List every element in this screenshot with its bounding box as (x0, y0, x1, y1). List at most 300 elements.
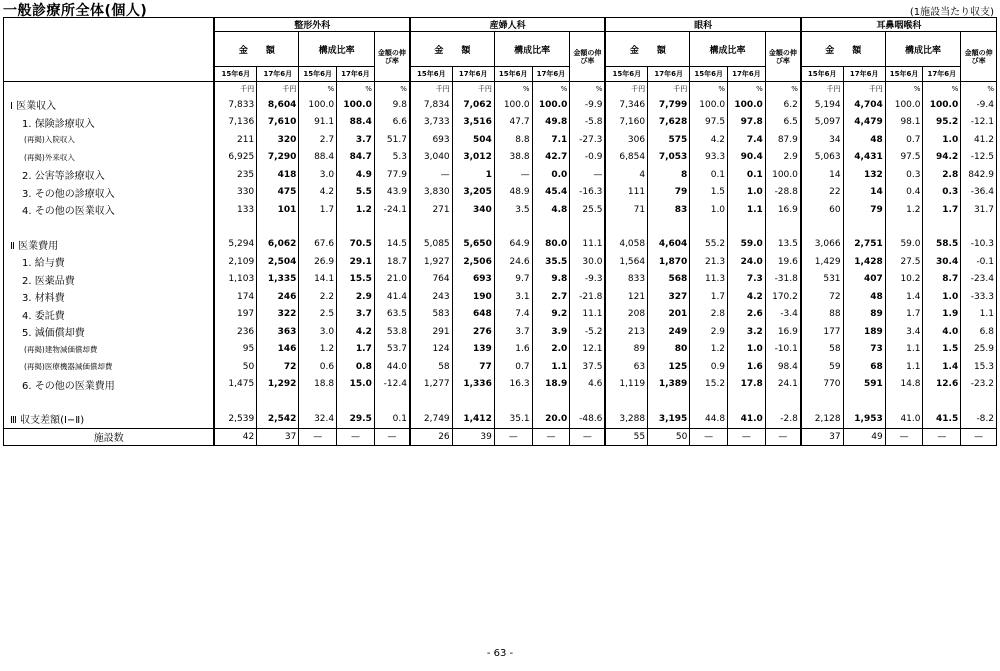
value-cell: 8 (648, 166, 690, 184)
spacer-cell (570, 393, 606, 410)
spacer-cell (337, 219, 375, 236)
value-cell: 1.2 (337, 201, 375, 219)
value-cell: 68 (843, 358, 885, 376)
value-cell: 14.5 (374, 236, 410, 254)
spacer-cell (374, 219, 410, 236)
spacer-cell (374, 393, 410, 410)
facility-count-cell: 37 (257, 428, 299, 445)
value-cell: 58.5 (923, 236, 961, 254)
spacer-cell (728, 393, 766, 410)
value-cell: 1,389 (648, 376, 690, 394)
period-header: 17年6月 (452, 67, 494, 82)
value-cell: 1.0 (923, 131, 961, 149)
value-cell: 49.8 (532, 114, 570, 132)
period-header: 17年6月 (257, 67, 299, 82)
value-cell: 98.4 (765, 358, 801, 376)
value-cell: 3.7 (494, 323, 532, 341)
spacer-cell (885, 393, 923, 410)
value-cell: 1.0 (728, 184, 766, 202)
spacer-cell (885, 219, 923, 236)
value-cell: 100.0 (337, 96, 375, 114)
value-cell: 13.5 (765, 236, 801, 254)
value-cell: 7.4 (728, 131, 766, 149)
value-cell: 25.5 (570, 201, 606, 219)
value-cell: 0.3 (885, 166, 923, 184)
spacer-cell (801, 219, 843, 236)
value-cell: -0.9 (570, 149, 606, 167)
value-cell: 1,927 (410, 253, 452, 271)
value-cell: -9.9 (570, 96, 606, 114)
row-label: 3. その他の診療収入 (4, 184, 215, 202)
value-cell: 19.6 (765, 253, 801, 271)
facility-count-cell: 55 (605, 428, 647, 445)
value-cell: 3,288 (605, 410, 647, 428)
row-label: 2. 公害等診療収入 (4, 166, 215, 184)
value-cell: 100.0 (885, 96, 923, 114)
value-cell: 0.4 (885, 184, 923, 202)
value-cell: 97.8 (728, 114, 766, 132)
unit-cell: % (299, 82, 337, 97)
page-title: 一般診療所全体(個人) (3, 3, 148, 19)
value-cell: 5,194 (801, 96, 843, 114)
value-cell: 322 (257, 306, 299, 324)
value-cell: 1.1 (728, 201, 766, 219)
value-cell: 7,628 (648, 114, 690, 132)
value-cell: 89 (605, 341, 647, 359)
value-cell: -8.2 (961, 410, 997, 428)
value-cell: 3.4 (885, 323, 923, 341)
unit-cell: % (337, 82, 375, 97)
value-cell: 7.3 (728, 271, 766, 289)
value-cell: 249 (648, 323, 690, 341)
value-cell: 1,412 (452, 410, 494, 428)
corner-cell (4, 18, 215, 82)
value-cell: 3,733 (410, 114, 452, 132)
value-cell: 100.0 (690, 96, 728, 114)
value-cell: 504 (452, 131, 494, 149)
value-cell: 4.6 (570, 376, 606, 394)
facility-count-cell: 37 (801, 428, 843, 445)
value-cell: 306 (605, 131, 647, 149)
value-cell: 6.8 (961, 323, 997, 341)
value-cell: 29.1 (337, 253, 375, 271)
row-label: (再掲)外来収入 (4, 149, 215, 167)
spacer-cell (605, 393, 647, 410)
value-cell: 6,925 (214, 149, 256, 167)
spacer-cell (570, 219, 606, 236)
unit-cell: 千円 (605, 82, 647, 97)
value-cell: -12.5 (961, 149, 997, 167)
value-cell: 189 (843, 323, 885, 341)
value-cell: 12.1 (570, 341, 606, 359)
value-cell: — (410, 166, 452, 184)
value-cell: 2,128 (801, 410, 843, 428)
row-label: (再掲)建物減価償却費 (4, 341, 215, 359)
value-cell: 91.1 (299, 114, 337, 132)
value-cell: 34 (801, 131, 843, 149)
spacer-cell (961, 219, 997, 236)
value-cell: -5.2 (570, 323, 606, 341)
value-cell: 98.1 (885, 114, 923, 132)
value-cell: 170.2 (765, 288, 801, 306)
spacer-cell (452, 393, 494, 410)
value-cell: — (570, 166, 606, 184)
value-cell: 764 (410, 271, 452, 289)
value-cell: 7,160 (605, 114, 647, 132)
department-header: 産婦人科 (410, 18, 605, 32)
spacer-cell (765, 219, 801, 236)
value-cell: 2,109 (214, 253, 256, 271)
period-header: 15年6月 (885, 67, 923, 82)
value-cell: 3.9 (532, 323, 570, 341)
value-cell: 4,604 (648, 236, 690, 254)
period-header: 17年6月 (728, 67, 766, 82)
value-cell: 1.5 (923, 341, 961, 359)
value-cell: 1,870 (648, 253, 690, 271)
value-cell: 2.9 (337, 288, 375, 306)
value-cell: 88.4 (337, 114, 375, 132)
value-cell: 340 (452, 201, 494, 219)
value-cell: -12.1 (961, 114, 997, 132)
value-cell: 95 (214, 341, 256, 359)
value-cell: 11.1 (570, 306, 606, 324)
facility-count-cell: — (923, 428, 961, 445)
spacer-cell (690, 393, 728, 410)
department-header: 耳鼻咽喉科 (801, 18, 997, 32)
value-cell: 95.2 (923, 114, 961, 132)
value-cell: 271 (410, 201, 452, 219)
value-cell: 3,830 (410, 184, 452, 202)
value-cell: 26.9 (299, 253, 337, 271)
value-cell: 7,799 (648, 96, 690, 114)
value-cell: 29.5 (337, 410, 375, 428)
table-row (4, 341, 997, 359)
row-label: 2. 医薬品費 (4, 271, 215, 289)
value-cell: 2,542 (257, 410, 299, 428)
value-cell: 2,506 (452, 253, 494, 271)
value-cell: 8.7 (923, 271, 961, 289)
value-cell: 14 (843, 184, 885, 202)
spacer-cell (4, 393, 215, 410)
unit-cell: % (961, 82, 997, 97)
value-cell: 44.0 (374, 358, 410, 376)
unit-cell: 千円 (410, 82, 452, 97)
spacer-cell (961, 393, 997, 410)
facility-count-cell: 39 (452, 428, 494, 445)
growth-header: 金額の伸び率 (765, 32, 801, 82)
value-cell: 2.9 (765, 149, 801, 167)
value-cell: -31.8 (765, 271, 801, 289)
table-row (4, 114, 997, 132)
value-cell: 63.5 (374, 306, 410, 324)
value-cell: 1.1 (961, 306, 997, 324)
value-cell: 4.2 (728, 288, 766, 306)
spacer-cell (843, 393, 885, 410)
value-cell: 0.8 (337, 358, 375, 376)
value-cell: 88 (801, 306, 843, 324)
value-cell: 174 (214, 288, 256, 306)
value-cell: -10.3 (961, 236, 997, 254)
value-cell: 0.9 (690, 358, 728, 376)
table-row (4, 236, 997, 254)
value-cell: 133 (214, 201, 256, 219)
unit-cell: % (765, 82, 801, 97)
value-cell: 1.7 (885, 306, 923, 324)
value-cell: 1,428 (843, 253, 885, 271)
spacer-cell (494, 393, 532, 410)
value-cell: -48.6 (570, 410, 606, 428)
value-cell: 1,119 (605, 376, 647, 394)
value-cell: 3.1 (494, 288, 532, 306)
value-cell: 11.3 (690, 271, 728, 289)
value-cell: 87.9 (765, 131, 801, 149)
value-cell: 35.5 (532, 253, 570, 271)
value-cell: 276 (452, 323, 494, 341)
period-header: 15年6月 (690, 67, 728, 82)
value-cell: 72 (801, 288, 843, 306)
table-row (4, 288, 997, 306)
spacer-cell (923, 219, 961, 236)
table-row (4, 410, 997, 428)
value-cell: 80.0 (532, 236, 570, 254)
value-cell: 2.0 (532, 341, 570, 359)
facility-count-cell: 49 (843, 428, 885, 445)
value-cell: 15.2 (690, 376, 728, 394)
value-cell: 18.7 (374, 253, 410, 271)
value-cell: 89 (843, 306, 885, 324)
value-cell: 59 (801, 358, 843, 376)
value-cell: 1.2 (690, 341, 728, 359)
value-cell: 0.0 (532, 166, 570, 184)
value-cell: 320 (257, 131, 299, 149)
value-cell: 235 (214, 166, 256, 184)
value-cell: 1.1 (885, 358, 923, 376)
row-label: (再掲)入院収入 (4, 131, 215, 149)
value-cell: 1.0 (923, 288, 961, 306)
value-cell: 2,504 (257, 253, 299, 271)
value-cell: -9.4 (961, 96, 997, 114)
value-cell: 48 (843, 288, 885, 306)
unit-cell: 千円 (452, 82, 494, 97)
period-header: 17年6月 (923, 67, 961, 82)
value-cell: -9.3 (570, 271, 606, 289)
value-cell: 1.2 (885, 201, 923, 219)
period-header: 17年6月 (648, 67, 690, 82)
value-cell: 73 (843, 341, 885, 359)
facility-count-cell: — (494, 428, 532, 445)
row-label: Ⅲ 収支差額(Ⅰ−Ⅱ) (4, 410, 215, 428)
value-cell: 72 (257, 358, 299, 376)
row-label: 4. その他の医業収入 (4, 201, 215, 219)
value-cell: 100.0 (494, 96, 532, 114)
spacer-cell (532, 393, 570, 410)
table-row (4, 131, 997, 149)
value-cell: 97.5 (690, 114, 728, 132)
value-cell: 7,053 (648, 149, 690, 167)
value-cell: 5.5 (337, 184, 375, 202)
facility-count-cell: 42 (214, 428, 256, 445)
value-cell: 3,066 (801, 236, 843, 254)
value-cell: 53.8 (374, 323, 410, 341)
row-label: 1. 保険診療収入 (4, 114, 215, 132)
value-cell: 100.0 (532, 96, 570, 114)
value-cell: 14 (801, 166, 843, 184)
value-cell: 24.1 (765, 376, 801, 394)
value-cell: 5,097 (801, 114, 843, 132)
value-cell: 14.8 (885, 376, 923, 394)
facility-count-cell: — (885, 428, 923, 445)
value-cell: 1.9 (923, 306, 961, 324)
spacer-cell (648, 393, 690, 410)
spacer-cell (452, 219, 494, 236)
growth-header: 金額の伸び率 (570, 32, 606, 82)
value-cell: 4,058 (605, 236, 647, 254)
table-row (4, 306, 997, 324)
value-cell: 1,429 (801, 253, 843, 271)
value-cell: 1.0 (728, 341, 766, 359)
value-cell: 2.6 (728, 306, 766, 324)
value-cell: 121 (605, 288, 647, 306)
income-expense-table (3, 17, 997, 446)
value-cell: 4.9 (337, 166, 375, 184)
value-cell: 4.8 (532, 201, 570, 219)
spacer-cell (337, 393, 375, 410)
label-cell (4, 82, 215, 97)
value-cell: 4.2 (690, 131, 728, 149)
value-cell: 1.7 (337, 341, 375, 359)
value-cell: 3.7 (337, 131, 375, 149)
value-cell: 407 (843, 271, 885, 289)
value-cell: 1.4 (923, 358, 961, 376)
growth-header: 金額の伸び率 (374, 32, 410, 82)
value-cell: 1.4 (885, 288, 923, 306)
table-row (4, 358, 997, 376)
value-cell: — (494, 166, 532, 184)
facility-count-cell: — (961, 428, 997, 445)
spacer-cell (410, 393, 452, 410)
value-cell: 0.1 (690, 166, 728, 184)
value-cell: 7,290 (257, 149, 299, 167)
value-cell: 0.1 (374, 410, 410, 428)
value-cell: 1.1 (532, 358, 570, 376)
unit-cell: % (923, 82, 961, 97)
value-cell: 60 (801, 201, 843, 219)
value-cell: 3,040 (410, 149, 452, 167)
unit-cell: % (885, 82, 923, 97)
value-cell: 63 (605, 358, 647, 376)
value-cell: 4.0 (923, 323, 961, 341)
value-cell: 100.0 (923, 96, 961, 114)
value-cell: 146 (257, 341, 299, 359)
ratio-header: 構成比率 (690, 32, 766, 67)
period-header: 15年6月 (494, 67, 532, 82)
value-cell: 97.5 (885, 149, 923, 167)
value-cell: 38.8 (494, 149, 532, 167)
value-cell: -21.8 (570, 288, 606, 306)
period-header: 15年6月 (214, 67, 256, 82)
value-cell: -2.8 (765, 410, 801, 428)
row-label: 3. 材料費 (4, 288, 215, 306)
value-cell: 0.7 (885, 131, 923, 149)
amount-header: 金 額 (801, 32, 885, 67)
value-cell: 7,610 (257, 114, 299, 132)
value-cell: 6.6 (374, 114, 410, 132)
value-cell: 5.3 (374, 149, 410, 167)
spacer-cell (690, 219, 728, 236)
table-row (4, 149, 997, 167)
row-label: Ⅱ 医業費用 (4, 236, 215, 254)
spacer-cell (801, 393, 843, 410)
value-cell: 3.5 (494, 201, 532, 219)
value-cell: 41.5 (923, 410, 961, 428)
value-cell: 7.1 (532, 131, 570, 149)
period-header: 15年6月 (410, 67, 452, 82)
value-cell: 100.0 (299, 96, 337, 114)
value-cell: -27.3 (570, 131, 606, 149)
value-cell: 475 (257, 184, 299, 202)
facility-count-cell: — (690, 428, 728, 445)
value-cell: 211 (214, 131, 256, 149)
value-cell: 1,292 (257, 376, 299, 394)
value-cell: 3.0 (299, 323, 337, 341)
value-cell: 44.8 (690, 410, 728, 428)
value-cell: 77.9 (374, 166, 410, 184)
value-cell: 4,704 (843, 96, 885, 114)
value-cell: 48.9 (494, 184, 532, 202)
table-row (4, 253, 997, 271)
value-cell: 25.9 (961, 341, 997, 359)
growth-header: 金額の伸び率 (961, 32, 997, 82)
value-cell: 93.3 (690, 149, 728, 167)
value-cell: -28.8 (765, 184, 801, 202)
facility-count-cell: 50 (648, 428, 690, 445)
value-cell: 4,431 (843, 149, 885, 167)
spacer-cell (728, 219, 766, 236)
value-cell: 583 (410, 306, 452, 324)
value-cell: 18.8 (299, 376, 337, 394)
spacer-cell (257, 219, 299, 236)
value-cell: 208 (605, 306, 647, 324)
value-cell: 41.0 (885, 410, 923, 428)
table-row (4, 184, 997, 202)
value-cell: 842.9 (961, 166, 997, 184)
value-cell: 1.7 (690, 288, 728, 306)
value-cell: 42.7 (532, 149, 570, 167)
value-cell: 6.2 (765, 96, 801, 114)
value-cell: 2,539 (214, 410, 256, 428)
value-cell: 47.7 (494, 114, 532, 132)
spacer-cell (843, 219, 885, 236)
period-header: 17年6月 (843, 67, 885, 82)
table-row (4, 166, 997, 184)
spacer-cell (257, 393, 299, 410)
value-cell: 2.5 (299, 306, 337, 324)
value-cell: -23.2 (961, 376, 997, 394)
value-cell: 2.2 (299, 288, 337, 306)
value-cell: -5.8 (570, 114, 606, 132)
value-cell: -36.4 (961, 184, 997, 202)
spacer-cell (299, 219, 337, 236)
ratio-header: 構成比率 (885, 32, 961, 67)
value-cell: 24.6 (494, 253, 532, 271)
table-row (4, 201, 997, 219)
spacer-cell (648, 219, 690, 236)
spacer-cell (214, 393, 256, 410)
value-cell: 70.5 (337, 236, 375, 254)
value-cell: 51.7 (374, 131, 410, 149)
table-row (4, 271, 997, 289)
value-cell: 1,277 (410, 376, 452, 394)
